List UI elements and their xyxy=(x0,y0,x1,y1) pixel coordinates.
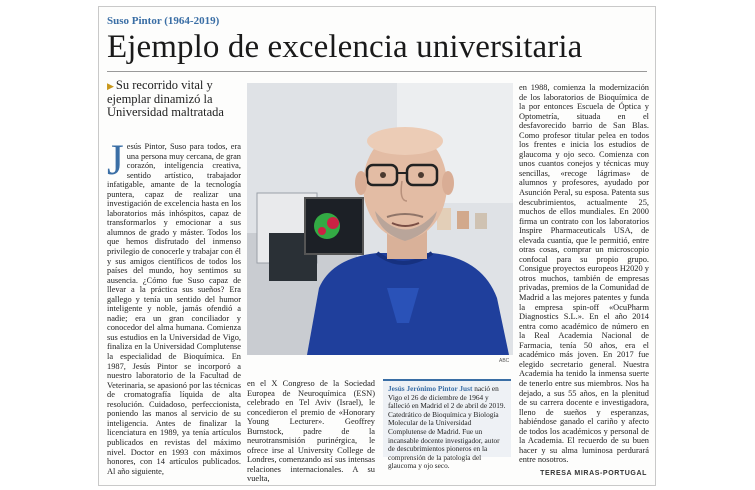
caption-text: nació en Vigo el 26 de diciembre de 1964 y falleció en Madrid el 2 de abril de 2019. Catedrático de Bioquímica y Biología Molecular de la Universidad Complutense de Madrid. Fue un incansable docente investigador, autor de descubrimientos pioneros en la comprensión de la patología del glaucoma y ojo seco. xyxy=(388,384,506,471)
column-2-text: en el X Congreso de la Sociedad Europea de Neuroquímica (ESN) celebrado en Tel Aviv (Israel), le concedieron el premio de «Honorary Young Lecturer». Geoffrey Burnstock, padre de la neurotransmisión purinérgica, le ofrece irse al University College de Londres, comenzando así sus intensas relaciones internacionales. A su vuelta, xyxy=(247,379,375,484)
column-1-text: esús Pintor, Suso para todos, era una persona muy cercana, de gran corazón, inteligencia creativa, sentido artístico, trabajador infatigable, amante de la tecnología puntera, capaz de realizar una investigación de excelencia hasta en los laboratorios más inhóspitos, capaz de transformarlos y emocionar a sus alumnos de grado y máster. Todos los que hemos disfrutado del inmenso privilegio de conocerle y trabajar con él y sus amigos científicos de todos los países del mundo, hoy sentimos su ausencia. ¿Cómo fue Suso capaz de llevar a la práctica sus sueños? Era gallego y tenía un sentido del humor inteligente y noble, jamás ofendió a nadie; era un gran conciliador y conocedor del alma humana. Comienza sus estudios en la Universidad de Vigo, finaliza en la Universidad Complutense la especialidad de Bioquímica. En 1987, Jesús Pintor se incorporó a nuestro laboratorio de la Facultad de Veterinaria, se apasionó por las técnicas de cromatografía líquida de alta resolución. Cuidadoso, perfeccionista, poniendo las manos al servicio de su inteligencia. Antes de finalizar la licenciatura en 1989, ya tenía artículos publicados en revistas del máximo nivel. Doctor en 1993 con máximos honores, con 14 artículos publicados. Al año siguiente, xyxy=(107,142,241,476)
subhead xyxy=(107,79,237,119)
article-column-4 xyxy=(519,83,649,475)
photo-caption xyxy=(383,379,511,471)
photo-credit: ABC xyxy=(499,358,510,364)
caption-name: Jesús Jerónimo Pintor Just xyxy=(388,384,473,393)
subhead-text: Su recorrido vital y ejemplar dinamizó la Universidad maltratada xyxy=(107,78,224,119)
portrait-photo xyxy=(247,83,513,355)
dropcap: J xyxy=(107,137,124,184)
arrow-icon: ▶ xyxy=(107,81,114,91)
article-column-2 xyxy=(247,379,375,484)
kicker: Suso Pintor (1964-2019) xyxy=(107,15,220,27)
article-column-1 xyxy=(107,137,241,478)
portrait-illustration xyxy=(247,83,513,355)
headline: Ejemplo de excelencia universitaria xyxy=(107,29,583,65)
byline: TERESA MIRAS-PORTUGAL xyxy=(540,470,647,477)
divider xyxy=(107,71,647,72)
column-4-text: en 1988, comienza la modernización de los laboratorios de Bioquímica de la por entonces Escuela de Óptica y Optometría, situada en el desfavorecido barrio de San Blas. Como profesor titular pelea en todos los frentes e inicia los estudios de glaucoma y ojo seco. Comienza con unos cuantos conejos y técnicas muy sencillas, «recoge lágrimas» de alumnos y profesores, ayudado por Asunción Peral, su esposa. Patenta sus descubrimientos, actualmente 25, muchos de ellos mundiales. En 2000 firma un contrato con los laboratorios Inspire Pharmaceuticals USA, de elevada cuantía, que le permitió, entre otras cosas, comprar un microscopio confocal para su propio grupo. Consigue proyectos europeos H2020 y otros muchos, también de empresas privadas, premios de la Comunidad de Madrid a las mejores patentes y funda la empresa spin-off «OcuPharm Diagnostics S.L.». En el año 2014 entra como académico de número en la Real Academia Nacional de Farmacia, tenía 50 años, era el académico más joven. En 2017 fue elegido secretario general. Nuestra Academia ha tenido la inmensa suerte de tenerlo entre sus miembros. Nos ha dejado, a sus 55 años, en la plenitud de su carrera docente e investigadora, lleno de sueños y esperanzas, habiéndose ganado el cariño y afecto de todos los académicos y personal de la Academia. El recuerdo de su buen hacer y su alma luminosa perdurará entre nosotros. xyxy=(519,83,649,465)
newspaper-page xyxy=(98,6,656,486)
